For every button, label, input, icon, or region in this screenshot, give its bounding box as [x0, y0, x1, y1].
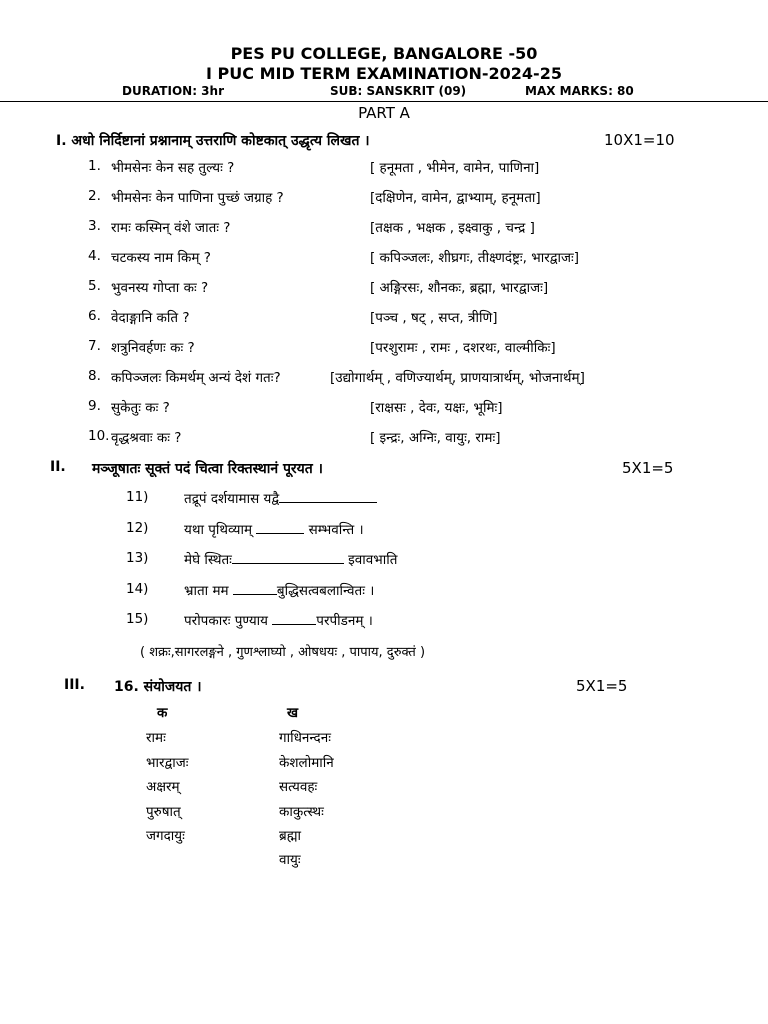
question-number: 8. [88, 368, 101, 384]
fill-item-12 [184, 520, 364, 538]
question-text: रामः कस्मिन् वंशे जातः ? [111, 220, 231, 236]
blank-line [233, 582, 277, 595]
column-a-header: क [157, 705, 168, 721]
fill-text-before: यथा पृथिव्याम् [184, 522, 257, 538]
question-options: [पञ्च , षट् , सप्त, त्रीणि] [370, 310, 498, 326]
section1-heading: I. अधो निर्दिष्टानां प्रश्नानाम् उत्तराणि कोष्टकात् उद्धृत्य लिखत । [56, 133, 370, 149]
part-title: PART A [358, 104, 410, 122]
question-number: 1. [88, 158, 101, 174]
column-b-item: सत्यवहः [279, 779, 318, 795]
exam-title: I PUC MID TERM EXAMINATION-2024-25 [206, 64, 562, 83]
question-options: [ इन्द्रः, अग्निः, वायुः, रामः] [370, 430, 501, 446]
fill-text-before: भ्राता मम [184, 583, 233, 599]
question-number: 10. [88, 428, 110, 444]
blank-line [232, 551, 344, 564]
word-box: ( शक्रः,सागरलङ्गने , गुणश्लाघ्यो , ओषधयः , पापाय, दुरुक्तं ) [140, 645, 426, 660]
question-text: भुवनस्य गोप्ता कः ? [111, 280, 209, 296]
section3-heading: 16. संयोजयत । [114, 679, 202, 695]
fill-item-11 [184, 489, 377, 507]
section2-heading: मञ्जूषातः सूक्तं पदं चित्वा रिक्तस्थानं पूरयत । [92, 461, 323, 477]
question-text: वेदाङ्गानि कति ? [111, 310, 190, 326]
section3-roman: III. [64, 677, 85, 693]
question-options: [ कपिञ्जलः, शीघ्रगः, तीक्ष्णदंष्ट्रः, भारद्वाजः] [370, 250, 579, 266]
fill-item-14 [184, 581, 374, 599]
question-text: वृद्धश्रवाः कः ? [111, 430, 182, 446]
fill-text-after: परपीडनम् । [316, 613, 373, 629]
fill-item-13 [184, 550, 397, 568]
question-text: चटकस्य नाम किम् ? [111, 250, 211, 266]
question-number: 3. [88, 218, 101, 234]
fill-item-15 [184, 611, 373, 629]
column-a-item: जगदायुः [146, 828, 185, 844]
fill-item-number: 13) [126, 550, 149, 566]
column-a-item: अक्षरम् [146, 779, 180, 795]
section3-marks: 5X1=5 [576, 677, 628, 695]
question-number: 7. [88, 338, 101, 354]
duration: DURATION: 3hr [122, 84, 224, 98]
max-marks: MAX MARKS: 80 [525, 84, 634, 98]
question-number: 5. [88, 278, 101, 294]
question-options: [दक्षिणेन, वामेन, द्वाभ्याम्, हनूमता] [370, 190, 541, 206]
fill-item-number: 14) [126, 581, 149, 597]
fill-item-number: 11) [126, 489, 149, 505]
fill-text-after: बुद्धिसत्वबलान्वितः । [276, 583, 375, 599]
fill-text-before: परोपकारः पुण्याय [184, 613, 273, 629]
fill-text-after: सम्भवन्ति । [304, 522, 364, 538]
section2-roman: II. [50, 459, 66, 475]
question-number: 9. [88, 398, 101, 414]
subject: SUB: SANSKRIT (09) [330, 84, 467, 98]
question-number: 2. [88, 188, 101, 204]
question-options: [परशुरामः , रामः , दशरथः, वाल्मीकिः] [370, 340, 556, 356]
fill-text-after: इवावभाति [343, 552, 398, 568]
question-text: शत्रुनिवर्हणः कः ? [111, 340, 195, 356]
fill-text-before: मेघे स्थितः [184, 552, 232, 568]
column-b-item: काकुत्स्थः [279, 804, 324, 820]
section2-marks: 5X1=5 [622, 459, 674, 477]
column-b-item: वायुः [279, 852, 301, 868]
column-a-item: रामः [146, 730, 166, 746]
blank-line [279, 490, 377, 503]
college-name: PES PU COLLEGE, BANGALORE -50 [230, 44, 538, 63]
question-options: [उद्योगार्थम् , वणिज्यार्थम्, प्राणयात्रार्थम्, भोजनार्थम्] [330, 370, 585, 386]
column-b-item: गाधिनन्दनः [279, 730, 331, 746]
fill-text-before: तद्रूपं दर्शयामास यद्वै [184, 491, 280, 507]
question-options: [राक्षसः , देवः, यक्षः, भूमिः] [370, 400, 503, 416]
question-options: [ हनूमता , भीमेन, वामेन, पाणिना] [370, 160, 540, 176]
header-divider [0, 101, 768, 102]
question-text: कपिञ्जलः किमर्थम् अन्यं देशं गतः? [111, 370, 281, 386]
question-text: सुकेतुः कः ? [111, 400, 170, 416]
question-options: [ अङ्गिरसः, शौनकः, ब्रह्मा, भारद्वाजः] [370, 280, 549, 296]
question-text: भीमसेनः केन सह तुल्यः ? [111, 160, 235, 176]
column-b-item: केशलोमानि [279, 755, 334, 771]
question-number: 6. [88, 308, 101, 324]
question-number: 4. [88, 248, 101, 264]
column-a-item: भारद्वाजः [146, 755, 189, 771]
blank-line [256, 521, 304, 534]
question-text: भीमसेनः केन पाणिना पुच्छं जग्राह ? [111, 190, 284, 206]
column-b-item: ब्रह्मा [279, 828, 302, 844]
fill-item-number: 15) [126, 611, 149, 627]
fill-item-number: 12) [126, 520, 149, 536]
question-options: [तक्षक , भक्षक , इक्ष्वाकु , चन्द्र ] [370, 220, 535, 236]
column-b-header: ख [287, 705, 299, 721]
section1-marks: 10X1=10 [604, 131, 675, 149]
column-a-item: पुरुषात् [146, 804, 181, 820]
blank-line [272, 612, 316, 625]
